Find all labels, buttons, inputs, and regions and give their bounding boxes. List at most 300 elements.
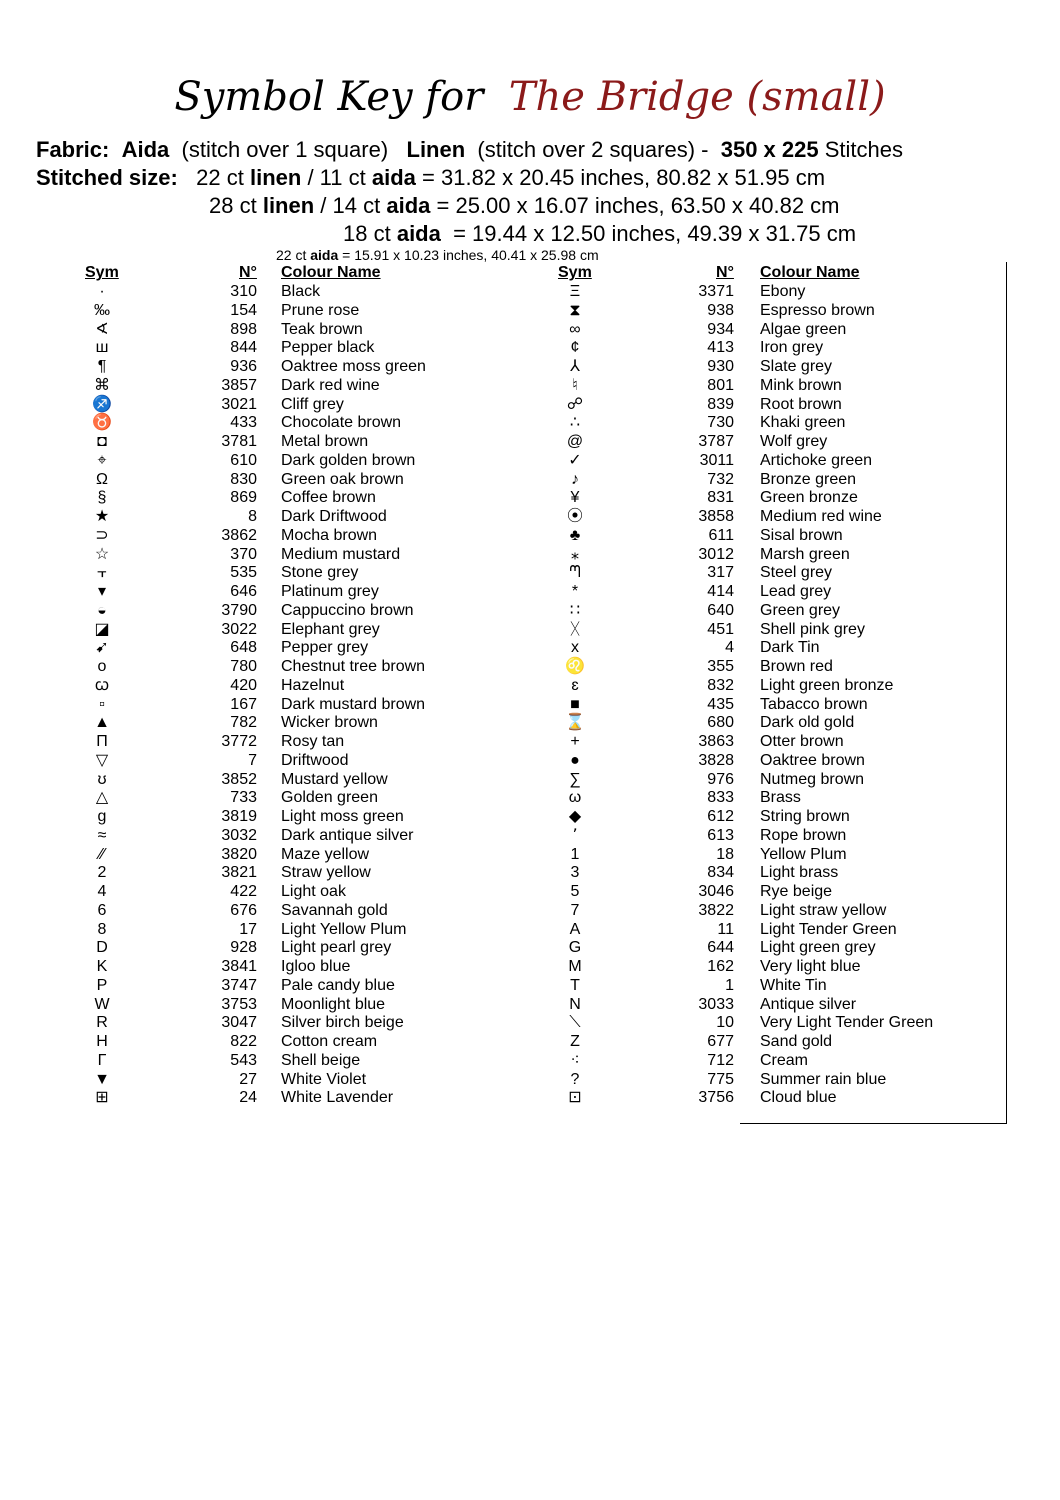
colour-number: 644 <box>707 939 734 957</box>
colour-number: 3841 <box>221 958 257 975</box>
list-item <box>0 358 1060 377</box>
colour-name: Root brown <box>760 395 842 413</box>
symbol: ▼ <box>94 1070 110 1088</box>
colour-name: Iron grey <box>760 339 824 357</box>
colour-number: 976 <box>707 770 734 788</box>
symbol: Γ <box>97 1051 107 1069</box>
colour-number: 433 <box>230 414 257 432</box>
colour-name: Straw yellow <box>281 864 371 882</box>
colour-number: 680 <box>707 714 734 732</box>
list-item <box>0 377 1060 396</box>
colour-number: 780 <box>230 658 257 675</box>
colour-number: 930 <box>707 358 734 375</box>
colour-name: Dark antique silver <box>281 826 414 844</box>
colour-name: Light pearl grey <box>281 939 392 957</box>
colour-name: Rosy tan <box>281 733 345 750</box>
colour-name: Marsh green <box>760 545 850 563</box>
colour-name: String brown <box>760 808 850 825</box>
symbol: ш <box>95 339 109 357</box>
colour-name: White Lavender <box>281 1089 394 1107</box>
list-item <box>0 733 1060 752</box>
colour-name: Green bronze <box>760 489 858 507</box>
colour-number: 733 <box>230 789 257 807</box>
list-item <box>0 771 1060 790</box>
list-item <box>0 283 1060 302</box>
colour-number: 24 <box>239 1089 257 1107</box>
list-item <box>0 864 1060 883</box>
line3-ct: 18 ct <box>343 221 391 246</box>
colour-number: 831 <box>707 489 734 507</box>
list-item <box>0 677 1060 696</box>
colour-number: 648 <box>230 639 257 657</box>
colour-number: 834 <box>707 864 734 882</box>
symbol: ◒ <box>97 601 107 619</box>
symbol: ◘ <box>97 433 107 450</box>
colour-number: 3022 <box>221 620 257 638</box>
left-header-sym: Sym <box>85 264 119 281</box>
right-header-name: Colour Name <box>760 264 860 281</box>
colour-name: Light oak <box>281 883 346 900</box>
symbol: ⊃ <box>95 526 109 544</box>
colour-number: 3753 <box>221 995 257 1013</box>
colour-name: Hazelnut <box>281 676 345 694</box>
left-header-name: Colour Name <box>281 264 381 281</box>
symbol: ☆ <box>94 545 110 563</box>
symbol: ▾ <box>97 583 107 600</box>
colour-name: Black <box>281 283 321 300</box>
colour-name: Lead grey <box>760 583 832 600</box>
line1-ct-b: / 11 ct <box>307 165 366 190</box>
symbol: A <box>569 920 581 938</box>
fabric-line <box>36 137 903 163</box>
symbol: ⁎ <box>571 545 579 563</box>
list-item <box>0 602 1060 621</box>
colour-name: Maze yellow <box>281 845 370 863</box>
symbol: ■ <box>570 695 580 713</box>
symbol: o <box>97 658 107 675</box>
colour-name: Cotton cream <box>281 1033 378 1050</box>
colour-name: White Violet <box>281 1070 367 1088</box>
page-title <box>0 74 1060 120</box>
symbol: ♣ <box>569 526 581 544</box>
symbol: ᘉ <box>569 564 581 582</box>
symbol: ⊞ <box>95 1089 109 1107</box>
colour-number: 3819 <box>221 808 257 825</box>
colour-number: 451 <box>707 620 734 638</box>
colour-number: 3820 <box>221 845 257 863</box>
symbol: ⅄ <box>570 358 580 375</box>
line2-ct-b: / 14 ct <box>320 193 381 218</box>
colour-name: Mocha brown <box>281 526 378 544</box>
symbol: ∞ <box>569 320 581 338</box>
colour-number: 1 <box>725 976 734 994</box>
symbol: ⁖ <box>570 1051 580 1069</box>
colour-number: 310 <box>230 283 257 300</box>
colour-number: 317 <box>707 564 734 582</box>
list-item <box>0 414 1060 433</box>
colour-name: Prune rose <box>281 301 360 319</box>
line1-mat-b: aida <box>371 165 416 190</box>
colour-number: 611 <box>708 526 734 544</box>
colour-number: 420 <box>230 676 257 694</box>
symbol: ¢ <box>570 339 580 357</box>
list-item <box>0 1071 1060 1090</box>
colour-number: 801 <box>707 376 734 394</box>
colour-number: 3822 <box>698 901 734 919</box>
colour-name: Light moss green <box>281 808 404 825</box>
colour-name: Dark Driftwood <box>281 508 387 525</box>
colour-name: Bronze green <box>760 470 857 488</box>
symbol: K <box>96 958 108 975</box>
colour-name: Driftwood <box>281 751 349 769</box>
colour-name: Green grey <box>760 601 841 619</box>
list-item <box>0 808 1060 827</box>
colour-name: Shell beige <box>281 1051 361 1069</box>
symbol: ⁄⁄ <box>99 845 105 863</box>
list-item <box>0 883 1060 902</box>
colour-number: 3747 <box>221 976 257 994</box>
colour-number: 640 <box>707 601 734 619</box>
list-item <box>0 564 1060 583</box>
colour-name: Teak brown <box>281 320 363 338</box>
symbol: ꞷ <box>94 676 110 694</box>
symbol: ▽ <box>95 751 109 769</box>
symbol: ● <box>570 751 580 769</box>
colour-number: 3781 <box>221 433 257 450</box>
colour-name: Elephant grey <box>281 620 380 638</box>
colour-number: 370 <box>230 545 257 563</box>
colour-number: 413 <box>707 339 734 357</box>
symbol: ☍ <box>566 395 584 413</box>
colour-name: Medium mustard <box>281 545 401 563</box>
colour-name: Rope brown <box>760 826 847 844</box>
fabric-linen-note: (stitch over 2 squares) - <box>477 137 709 162</box>
colour-number: 3790 <box>221 601 257 619</box>
colour-name: Light brass <box>760 864 839 882</box>
symbol: ⧗ <box>569 301 581 319</box>
colour-number: 830 <box>230 470 257 488</box>
colour-number: 936 <box>230 358 257 375</box>
colour-name: Light Tender Green <box>760 920 897 938</box>
list-item <box>0 1089 1060 1108</box>
colour-name: Algae green <box>760 320 847 338</box>
symbol: ➹ <box>95 639 109 657</box>
colour-name: Otter brown <box>760 733 844 750</box>
colour-name: Sand gold <box>760 1033 833 1050</box>
symbol: @ <box>566 433 584 450</box>
colour-number: 732 <box>707 470 734 488</box>
line3-mat: aida <box>396 221 441 246</box>
symbol: ♐ <box>92 395 112 413</box>
colour-number: 27 <box>239 1070 257 1088</box>
colour-name: Pepper grey <box>281 639 369 657</box>
colour-name: White Tin <box>760 976 827 994</box>
colour-name: Cappuccino brown <box>281 601 414 619</box>
line1-ct-a: 22 ct <box>196 165 244 190</box>
colour-name: Slate grey <box>760 358 833 375</box>
symbol: 8 <box>97 920 107 938</box>
list-item <box>0 658 1060 677</box>
list-item <box>0 527 1060 546</box>
colour-name: Espresso brown <box>760 301 875 319</box>
list-item <box>0 827 1060 846</box>
symbol: ◪ <box>94 620 110 638</box>
colour-number: 676 <box>230 901 257 919</box>
colour-number: 3047 <box>221 1014 257 1032</box>
right-colour-list <box>0 283 1060 1108</box>
symbol: ٬ <box>572 826 578 844</box>
list-item <box>0 471 1060 490</box>
colour-name: Mustard yellow <box>281 770 388 788</box>
fabric-aida-note: (stitch over 1 square) <box>181 137 389 162</box>
symbol: ∑ <box>569 770 581 788</box>
colour-number: 844 <box>230 339 257 357</box>
colour-name: Igloo blue <box>281 958 351 975</box>
colour-number: 3863 <box>698 733 734 750</box>
stitch-unit: Stitches <box>824 137 903 162</box>
symbol: Ω <box>96 470 108 488</box>
colour-name: Artichoke green <box>760 451 873 469</box>
colour-number: 4 <box>725 639 734 657</box>
symbol: ⟍ <box>569 1014 581 1032</box>
symbol: ɛ <box>571 676 579 694</box>
colour-number: 3033 <box>698 995 734 1013</box>
stitch-count: 350 x 225 <box>720 137 819 162</box>
colour-number: 3857 <box>221 376 257 394</box>
line4-value: = 15.91 x 10.23 inches, 40.41 x 25.98 cm <box>342 247 599 263</box>
symbol: ⌛ <box>565 714 585 732</box>
colour-number: 3772 <box>221 733 257 750</box>
list-item <box>0 639 1060 658</box>
symbol: g <box>97 808 107 825</box>
colour-name: Steel grey <box>760 564 833 582</box>
stitched-line-2 <box>209 193 840 219</box>
colour-name: Brown red <box>760 658 833 675</box>
table-border-right <box>1006 262 1007 1124</box>
list-item <box>0 921 1060 940</box>
right-header-sym: Sym <box>558 264 592 281</box>
colour-number: 167 <box>230 695 257 713</box>
colour-name: Oaktree moss green <box>281 358 426 375</box>
symbol: ♪ <box>571 470 579 488</box>
list-item <box>0 489 1060 508</box>
list-item <box>0 996 1060 1015</box>
symbol: ⊡ <box>568 1089 582 1107</box>
colour-number: 612 <box>707 808 734 825</box>
colour-number: 535 <box>230 564 257 582</box>
line4-ct: 22 ct <box>276 247 307 263</box>
colour-number: 822 <box>230 1033 257 1050</box>
colour-name: Savannah gold <box>281 901 388 919</box>
colour-name: Wolf grey <box>760 433 828 450</box>
symbol: ∢ <box>95 320 109 338</box>
symbol: W <box>94 995 110 1013</box>
symbol: 7 <box>570 901 580 919</box>
colour-number: 3787 <box>698 433 734 450</box>
colour-number: 646 <box>230 583 257 600</box>
symbol: ♌ <box>565 658 585 675</box>
colour-name: Moonlight blue <box>281 995 386 1013</box>
symbol: ⦿ <box>566 508 583 525</box>
line3-value: = 19.44 x 12.50 inches, 49.39 x 31.75 cm <box>453 221 857 246</box>
colour-number: 869 <box>230 489 257 507</box>
colour-number: 17 <box>239 920 257 938</box>
symbol: ‰ <box>94 301 110 319</box>
colour-name: Khaki green <box>760 414 846 432</box>
colour-name: Light Yellow Plum <box>281 920 407 938</box>
symbol: R <box>96 1014 108 1032</box>
line4-mat: aida <box>310 247 339 263</box>
symbol: Z <box>570 1033 580 1050</box>
colour-name: Tabacco brown <box>760 695 868 713</box>
colour-name: Dark red wine <box>281 376 380 394</box>
symbol: ♉ <box>92 414 112 432</box>
colour-number: 3828 <box>698 751 734 769</box>
colour-number: 422 <box>230 883 257 900</box>
symbol: ʊ <box>97 770 107 788</box>
colour-number: 782 <box>230 714 257 732</box>
colour-name: Chocolate brown <box>281 414 402 432</box>
symbol: * <box>571 583 579 600</box>
colour-name: Very Light Tender Green <box>760 1014 934 1032</box>
symbol: H <box>96 1033 108 1050</box>
table-border-bottom <box>740 1123 1007 1124</box>
colour-number: 928 <box>230 939 257 957</box>
symbol: + <box>570 733 580 750</box>
colour-name: Light straw yellow <box>760 901 887 919</box>
list-item <box>0 789 1060 808</box>
list-item <box>0 1052 1060 1071</box>
colour-name: Rye beige <box>760 883 833 900</box>
line1-mat-a: linen <box>249 165 302 190</box>
colour-number: 18 <box>716 845 734 863</box>
colour-name: Wicker brown <box>281 714 378 732</box>
colour-number: 613 <box>707 826 734 844</box>
symbol: 6 <box>97 901 107 919</box>
line2-ct-a: 28 ct <box>209 193 257 218</box>
symbol: · <box>99 283 105 300</box>
colour-name: Cloud blue <box>760 1089 837 1107</box>
colour-name: Metal brown <box>281 433 369 450</box>
list-item <box>0 1014 1060 1033</box>
colour-name: Dark golden brown <box>281 451 416 469</box>
colour-name: Dark mustard brown <box>281 695 426 713</box>
right-header-num: N° <box>716 264 734 281</box>
colour-number: 775 <box>707 1070 734 1088</box>
list-item <box>0 583 1060 602</box>
colour-name: Platinum grey <box>281 583 379 600</box>
colour-number: 3756 <box>698 1089 734 1107</box>
list-item <box>0 902 1060 921</box>
colour-name: Very light blue <box>760 958 861 975</box>
colour-number: 7 <box>248 751 257 769</box>
symbol: Π <box>96 733 108 750</box>
symbol: ? <box>570 1070 580 1088</box>
colour-number: 3032 <box>221 826 257 844</box>
list-item <box>0 977 1060 996</box>
symbol: § <box>97 489 107 507</box>
colour-number: 3012 <box>698 545 734 563</box>
colour-number: 3021 <box>221 395 257 413</box>
symbol: G <box>568 939 582 957</box>
colour-name: Stone grey <box>281 564 359 582</box>
colour-number: 435 <box>707 695 734 713</box>
colour-number: 355 <box>707 658 734 675</box>
list-item <box>0 714 1060 733</box>
list-item <box>0 396 1060 415</box>
colour-name: Sisal brown <box>760 526 843 544</box>
stitched-line-3 <box>343 221 856 247</box>
list-item <box>0 452 1060 471</box>
symbol: T <box>570 976 580 994</box>
fabric-label: Fabric: <box>36 137 110 162</box>
symbol: M <box>568 958 582 975</box>
colour-name: Antique silver <box>760 995 857 1013</box>
list-item <box>0 846 1060 865</box>
colour-number: 938 <box>707 301 734 319</box>
symbol: ◆ <box>568 808 582 825</box>
symbol: ★ <box>94 508 110 525</box>
fabric-aida: Aida <box>121 137 170 162</box>
line1-value: = 31.82 x 20.45 inches, 80.82 x 51.95 cm <box>422 165 826 190</box>
symbol: ≈ <box>97 826 107 844</box>
stitched-line-4 <box>276 247 599 263</box>
symbol: ⌖ <box>97 451 107 469</box>
symbol: ⫟ <box>97 564 107 582</box>
colour-number: 154 <box>230 301 257 319</box>
symbol: ⌘ <box>94 376 110 394</box>
colour-number: 839 <box>707 395 734 413</box>
title-prefix: Symbol Key for <box>174 74 484 120</box>
list-item <box>0 1033 1060 1052</box>
symbol: 3 <box>570 864 580 882</box>
colour-number: 712 <box>707 1051 734 1069</box>
list-item <box>0 508 1060 527</box>
colour-number: 833 <box>707 789 734 807</box>
list-item <box>0 433 1060 452</box>
symbol: P <box>96 976 108 994</box>
list-item <box>0 621 1060 640</box>
list-item <box>0 939 1060 958</box>
symbol: D <box>96 939 108 957</box>
symbol: 4 <box>97 883 107 900</box>
symbol: 2 <box>97 864 107 882</box>
colour-name: Coffee brown <box>281 489 376 507</box>
colour-number: 162 <box>707 958 734 975</box>
colour-number: 3011 <box>699 451 734 469</box>
colour-name: Dark Tin <box>760 639 820 657</box>
colour-number: 898 <box>230 320 257 338</box>
colour-name: Pepper black <box>281 339 375 357</box>
pattern-name: The Bridge (small) <box>508 74 886 120</box>
colour-number: 730 <box>707 414 734 432</box>
colour-number: 610 <box>230 451 257 469</box>
colour-number: 3862 <box>221 526 257 544</box>
stitched-label: Stitched size: <box>36 165 178 190</box>
colour-name: Nutmeg brown <box>760 770 865 788</box>
colour-number: 3858 <box>698 508 734 525</box>
list-item <box>0 302 1060 321</box>
colour-name: Dark old gold <box>760 714 855 732</box>
colour-name: Cliff grey <box>281 395 344 413</box>
colour-name: Oaktree brown <box>760 751 865 769</box>
list-item <box>0 546 1060 565</box>
colour-name: Light green grey <box>760 939 876 957</box>
colour-name: Brass <box>760 789 801 807</box>
fabric-linen: Linen <box>406 137 466 162</box>
symbol: ¶ <box>97 358 107 375</box>
symbol: 1 <box>570 845 580 863</box>
